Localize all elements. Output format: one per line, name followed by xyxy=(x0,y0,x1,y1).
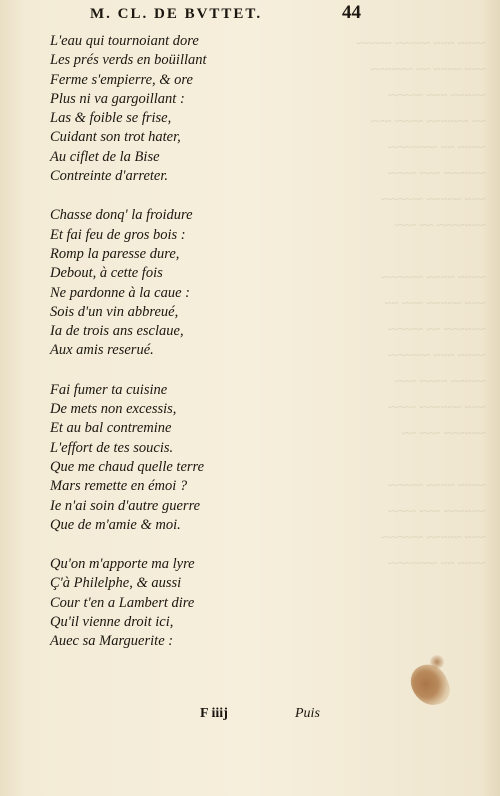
ink-stain xyxy=(406,659,454,711)
verse-line: L'eau qui tournoiant dore xyxy=(50,33,199,49)
verse-line: Contreinte d'arreter. xyxy=(50,168,169,185)
verse-line: Ie n'ai soin d'autre guerre xyxy=(50,497,201,514)
verse-line: Plus ni va gargoillant : xyxy=(50,90,185,107)
verse-line: Ç'à Philelphe, & aussi xyxy=(50,575,182,592)
running-title: M. CL. DE BVTTET. xyxy=(90,6,263,22)
verse-line: Et fai feu de gros bois : xyxy=(50,226,186,243)
verse-line: Romp la paresse dure, xyxy=(50,245,180,262)
verse-line: Que de m'amie & moi. xyxy=(50,516,181,533)
verse-line: Et au bal contremine xyxy=(50,420,172,437)
verse-line: Debout, à cette fois xyxy=(50,265,163,282)
stanza-4 xyxy=(50,555,290,651)
ink-stain-small xyxy=(430,655,444,669)
stanza-3 xyxy=(50,381,290,535)
verse-line: Au ciflet de la Bise xyxy=(50,148,160,165)
verse-line: Ia de trois ans esclaue, xyxy=(50,323,184,340)
stanza-1 xyxy=(50,32,290,186)
verse-line: Sois d'un vin abbreué, xyxy=(50,303,179,320)
bleed-through-text: ~~~~ ~~~ ~~~~~ ~~~~~ ~~~ ~~~~ ~~ ~~~~~~ ~~~~~ ~~~ ~~~~~ ~~ ~~~~~~ ~~~~ ~~~ ~~~~ ~~ ~~~~~~~ ~~~~~~ ~~~ ~~~~ ~~~ ~~~~~ ~~~~~~ ~~~~~~~ ~~ ~~~ ~~~~ ~~~~ ~~~~~~ ~~~ ~~~~~ ~~~ ~~ ~~~~~~ ~~ ~~~~~ ~~~~ ~~~ ~~~~~~ ~~~~~ ~~~~ ~~~ ~~~ ~~~~~~ ~~~~ ~~~~~~ ~~~ ~~ ~~~~ ~~~~ ~~~~~ ~~~~~~ ~~~ ~~~~ ~~~ ~~~~~ ~~~~~~ ~~~~ ~~ ~~~~~~~ xyxy=(356,35,486,570)
poem xyxy=(50,32,290,672)
verse-line: Chasse donq' la froidure xyxy=(50,207,193,224)
verse-line: Que me chaud quelle terre xyxy=(50,458,205,475)
stanza-2 xyxy=(50,206,290,360)
page-number: 44 xyxy=(342,2,361,23)
verse-line: Qu'on m'apporte ma lyre xyxy=(50,556,195,573)
catchword: Puis xyxy=(295,706,320,721)
verse-line: Mars remette en émoi ? xyxy=(50,478,188,495)
verse-line: Les prés verds en boüillant xyxy=(50,52,207,69)
verse-line: Cour t'en a Lambert dire xyxy=(50,594,195,611)
verse-line: Aux amis reserué. xyxy=(50,342,154,359)
verse-line: De mets non excessis, xyxy=(50,401,177,418)
verse-line: Qu'il vienne droit ici, xyxy=(50,614,174,631)
signature-mark: F iiij xyxy=(200,706,228,721)
verse-line: Auec sa Marguerite : xyxy=(50,633,174,650)
verse-line: Ne pardonne à la caue : xyxy=(50,284,191,301)
verse-line: Fai fumer ta cuisine xyxy=(50,381,168,398)
verse-line: Ferme s'empierre, & ore xyxy=(50,71,193,88)
verse-line: Las & foible se frise, xyxy=(50,110,172,127)
verse-line: L'effort de tes soucis. xyxy=(50,439,174,456)
verse-line: Cuidant son trot hater, xyxy=(50,129,181,146)
